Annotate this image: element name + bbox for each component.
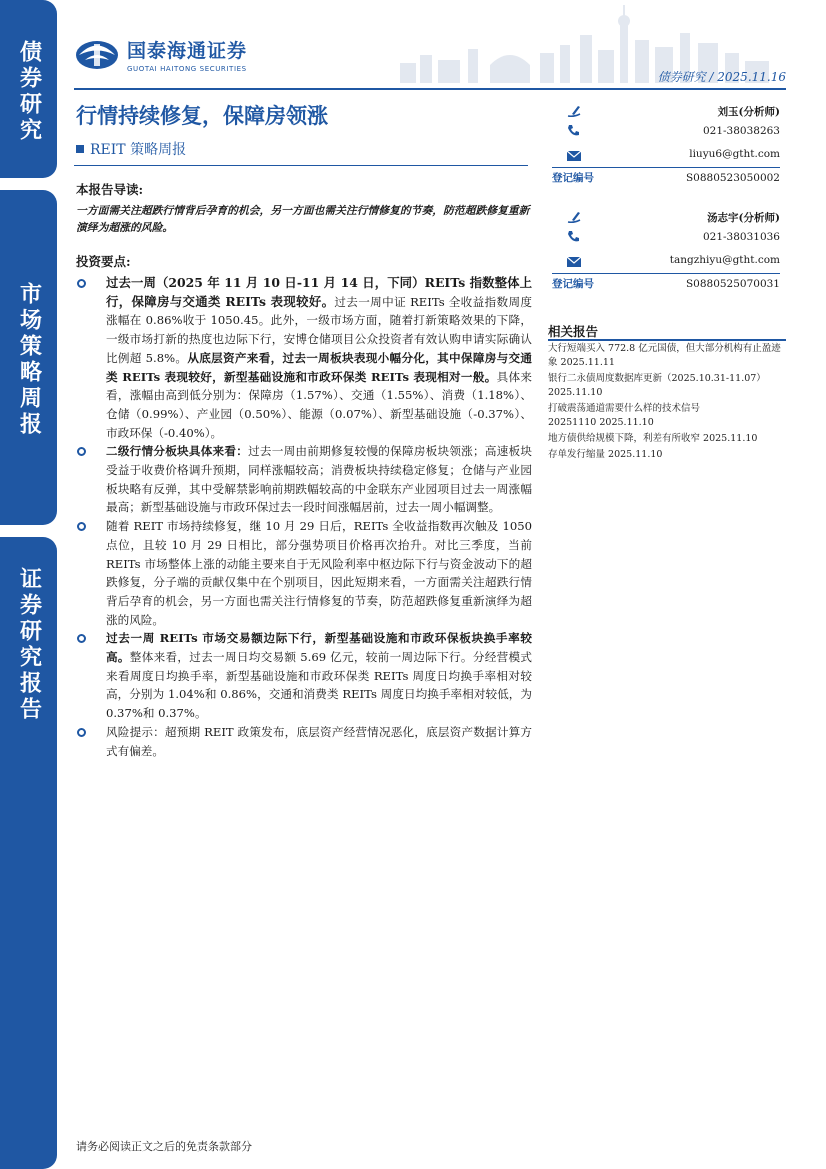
- related-report-item[interactable]: [548, 448, 788, 462]
- email-icon: [566, 255, 582, 269]
- logo-mark-icon: [75, 40, 119, 70]
- analyst-card-1: [552, 101, 780, 187]
- analyst-name: 汤志宇(分析师): [707, 211, 780, 224]
- related-report-date: 2025.11.11: [560, 357, 615, 368]
- intro-text: 一方面需关注超跌行情背后孕育的机会，另一方面也需关注行情修复的节奏，防范超跌修复重新演绎为超涨的风险。: [76, 204, 530, 234]
- related-report-text: 打破震荡通道需要什么样的技术信号: [548, 403, 701, 414]
- list-item: [76, 517, 532, 629]
- analyst-name: 刘玉(分析师): [717, 105, 780, 118]
- pen-icon: [566, 210, 582, 224]
- report-title: 行情持续修复，保障房领涨: [76, 104, 328, 128]
- point-text: 整体来看，过去一周日均交易额 5.69 亿元，较前一周边际下行。分经营模式来看周度日均换手率，新型基础设施和市政环保类 REITs 周度日均换手率相对较高，分别为 1.04%和 0.86%，交通和消费类 REITs 周度日均换手率相对较低，为 0.37%和 0.37%。: [106, 650, 532, 721]
- related-report-text: 大行短端买入 772.8 亿元国债，但大部分机构有止盈迹象: [548, 343, 781, 368]
- related-reports-title: 相关报告: [548, 324, 599, 339]
- intro-heading: 本报告导读:: [76, 182, 144, 197]
- list-item: [76, 274, 532, 442]
- report-subtitle: [76, 139, 186, 159]
- logo-english-name: GUOTAI HAITONG SECURITIES: [127, 65, 247, 73]
- point-text: 过去一周由前期修复较慢的保障房板块领涨；高速板块受益于收费价格调升预期，同样涨幅较高；消费板块持续稳定修复；仓储与产业园板块略有反弹，其中受解禁影响前期跌幅较高的中金联东产业园项目过去一周涨幅最高；新型基础设施与市政环保过去一段时间涨幅居前，过去一周小幅调整。: [106, 444, 532, 515]
- related-report-text: 地方债供给规模下降，利差有所收窄: [548, 433, 701, 444]
- header-divider: [74, 88, 786, 90]
- related-reports-divider: [548, 339, 786, 341]
- email-icon: [566, 149, 582, 163]
- sidebar-label-bond-research: 债券研究: [16, 40, 42, 144]
- point-bold: 从底层资产来看，过去一周板块表现小幅分化，其中保障房与交通类 REITs 表现较好，新型基础设施和市政环保类 REITs 表现相对一般。: [106, 350, 532, 384]
- point-bold: 过去一周（2025 年 11 月 10 日-11 月 14 日，下同）REITs 指数整体上行，保障房与交通类 REITs 表现较好。: [106, 275, 532, 309]
- related-report-item[interactable]: [548, 342, 788, 370]
- circle-bullet-icon: [77, 728, 86, 737]
- registration-number: S0880525070031: [685, 277, 780, 290]
- logo-chinese-name: 国泰海通证券: [127, 40, 248, 62]
- analyst-email: tangzhiyu@gtht.com: [669, 254, 780, 266]
- circle-bullet-icon: [77, 447, 86, 456]
- investment-points-list: [76, 274, 532, 760]
- list-item: [76, 629, 532, 723]
- analyst-phone: 021-38038263: [702, 125, 780, 137]
- related-report-date: 2025.11.10: [703, 433, 758, 444]
- analyst-phone: 021-38031036: [702, 231, 780, 243]
- related-report-item[interactable]: [548, 372, 788, 400]
- circle-bullet-icon: [77, 522, 86, 531]
- sidebar-label-securities-report: 证券研究报告: [16, 567, 42, 723]
- point-text: 风险提示：超预期 REIT 政策发布，底层资产经营情况恶化，底层资产数据计算方式有偏差。: [106, 724, 532, 758]
- left-sidebar: [0, 0, 57, 1169]
- list-item: [76, 723, 532, 760]
- related-report-date: 20251110 2025.11.10: [548, 417, 654, 428]
- phone-icon: [566, 230, 582, 244]
- phone-icon: [566, 124, 582, 138]
- company-logo: [75, 36, 247, 73]
- circle-bullet-icon: [77, 634, 86, 643]
- related-report-date: 2025.11.10: [548, 387, 603, 398]
- registration-label: 登记编号: [552, 172, 594, 184]
- disclaimer-footer: 请务必阅读正文之后的免责条款部分: [76, 1140, 252, 1153]
- points-heading: 投资要点:: [76, 254, 131, 269]
- title-divider: [74, 165, 528, 166]
- related-report-item[interactable]: [548, 432, 788, 446]
- pen-icon: [566, 104, 582, 118]
- circle-bullet-icon: [77, 279, 86, 288]
- related-report-item[interactable]: [548, 402, 788, 430]
- point-text: 具体来看，涨幅由高到低分别为：保障房（1.57%）、交通（1.55%）、消费（1.18%）、仓储（0.99%）、产业园（0.50%）、能源（0.07%）、新型基础设施（-0.37%）、市政环保（-0.40%）。: [106, 369, 532, 440]
- header-meta: 债券研究 / 2025.11.16: [657, 70, 786, 84]
- sidebar-block-strategy: [0, 190, 57, 525]
- analyst-card-2: [552, 207, 780, 293]
- point-bold: 过去一周 REITs 市场交易额边际下行，新型基础设施和市政环保板块换手率较高。: [106, 631, 532, 665]
- sidebar-block-research: [0, 0, 57, 178]
- square-bullet-icon: [76, 145, 84, 153]
- registration-label: 登记编号: [552, 278, 594, 290]
- point-text: 过去一周中证 REITs 全收益指数周度涨幅在 0.86%收于 1050.45。此外，一级市场方面，随着打新策略效果的下降，一级市场打新的热度也边际下行，安博仓储项目公众投资者有效认购申请实际确认比例超 5.8%。: [106, 294, 532, 365]
- point-text: 随着 REIT 市场持续修复，继 10 月 29 日后，REITs 全收益指数再次触及 1050 点位，且较 10 月 29 日相比，部分强势项目价格再次抬升。对比三季度，当前 REITs 市场整体上涨的动能主要来自于无风险利率中枢边际下行与资金波动下的超跌修复，分子端的贡献仅集中在个别项目，因此短期来看，一方面需关注超跌行情背后孕育的机会，另一方面也需关注行情修复的节奏，防范超跌修复重新演绎为超涨的风险。: [106, 519, 532, 627]
- sidebar-label-weekly: 市场策略周报: [16, 282, 42, 438]
- point-bold: 二级行情分板块具体来看：: [106, 444, 249, 459]
- related-report-text: 存单发行缩量: [548, 449, 606, 460]
- sidebar-block-report: [0, 537, 57, 1169]
- analyst-email: liuyu6@gtht.com: [689, 148, 780, 160]
- list-item: [76, 442, 532, 517]
- subtitle-text: REIT 策略周报: [90, 142, 187, 158]
- registration-number: S0880523050002: [685, 171, 780, 184]
- related-reports-list: [548, 342, 788, 464]
- related-report-date: 2025.11.10: [608, 449, 663, 460]
- related-report-text: 银行二永债周度数据库更新（2025.10.31-11.07）: [548, 373, 766, 384]
